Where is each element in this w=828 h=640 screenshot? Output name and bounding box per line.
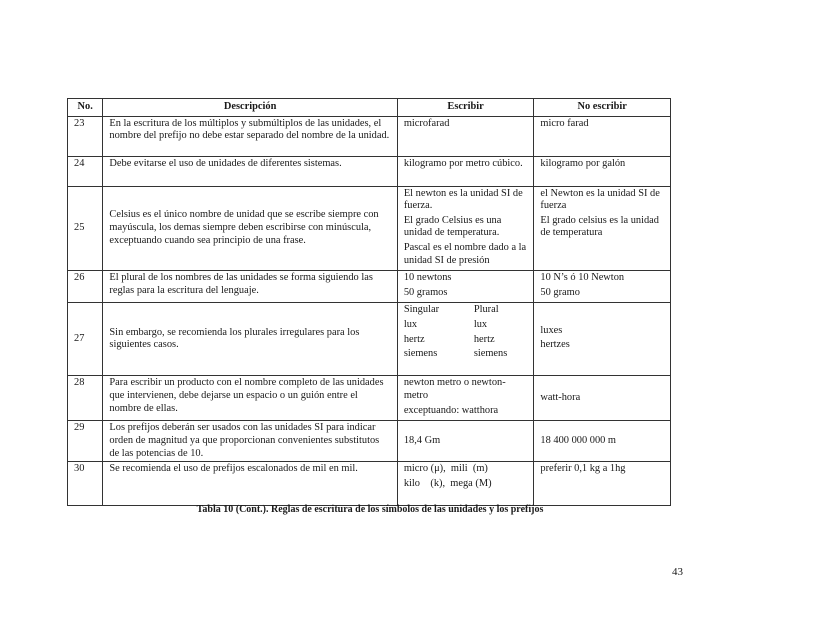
table-row [68, 116, 671, 156]
rules-table [67, 98, 671, 506]
no-write-line: luxes [540, 324, 563, 336]
row-number: 29 [68, 421, 103, 462]
row-description: Se recomienda el uso de prefijos escalonados de mil en mil. [103, 462, 397, 506]
write-line: 50 gramos [403, 286, 448, 298]
write-line: El grado Celsius es una unidad de temperatura. [403, 214, 502, 239]
row-write [397, 462, 534, 506]
row-no-write [534, 186, 671, 271]
row-number: 30 [68, 462, 103, 506]
row-no-write: 18 400 000 000 m [534, 421, 671, 462]
table-row [68, 376, 671, 421]
write-line: El newton es la unidad SI de fuerza. [403, 187, 523, 212]
row-description: Los prefijos deberán ser usados con las unidades SI para indicar orden de magnitud ya que proporcionan convenientes substitutos de las potencias de 10. [103, 421, 397, 462]
row-write [397, 271, 534, 303]
row-write: kilogramo por metro cúbico. [397, 156, 534, 186]
row-description: Debe evitarse el uso de unidades de diferentes sistemas. [103, 156, 397, 186]
header-escribir: Escribir [397, 99, 534, 117]
table-row [68, 421, 671, 462]
row-write [397, 186, 534, 271]
row-description: Sin embargo, se recomienda los plurales irregulares para los siguientes casos. [103, 303, 397, 376]
row-write: 18,4 Gm [397, 421, 534, 462]
table-row [68, 271, 671, 303]
row-no-write: kilogramo por galón [534, 156, 671, 186]
no-write-line: el Newton es la unidad SI de fuerza [540, 187, 660, 212]
no-write-line: 50 gramo [540, 286, 580, 298]
row-no-write: watt-hora [534, 376, 671, 421]
row-no-write [534, 303, 671, 376]
row-no-write [534, 271, 671, 303]
plural-pair: siemens siemens [403, 348, 508, 360]
write-line: 10 newtons [403, 272, 452, 284]
row-no-write: micro farad [534, 116, 671, 156]
page-number: 43 [672, 566, 683, 578]
row-write [397, 303, 534, 376]
no-write-line: 10 N’s ó 10 Newton [540, 272, 625, 284]
row-number: 25 [68, 186, 103, 271]
row-number: 24 [68, 156, 103, 186]
row-number: 23 [68, 116, 103, 156]
row-description: En la escritura de los múltiplos y submúltiplos de las unidades, el nombre del prefijo no debe estar separado del nombre de la unidad. [103, 116, 397, 156]
write-line: exceptuando: watthora [403, 404, 499, 416]
row-number: 26 [68, 271, 103, 303]
write-line: micro (μ), mili (m) [403, 463, 488, 475]
row-description: El plural de los nombres de las unidades se forma siguiendo las reglas para la escritura del lenguaje. [103, 271, 397, 303]
table-row [68, 156, 671, 186]
header-no-escribir: No escribir [534, 99, 671, 117]
row-description: Para escribir un producto con el nombre completo de las unidades que intervienen, debe dejarse un espacio o un guión entre el nombre de ellas. [103, 376, 397, 421]
write-line: newton metro o newton-metro [403, 377, 506, 401]
plural-pair: lux lux [403, 318, 488, 330]
table-caption: Tabla 10 (Cont.). Reglas de escritura de los símbolos de las unidades y los prefijos [196, 504, 544, 515]
no-write-line: hertzes [540, 339, 570, 351]
table-row [68, 303, 671, 376]
no-write-line: El grado celsius es la unidad de temperatura [540, 214, 659, 239]
row-write: microfarad [397, 116, 534, 156]
write-line: kilo (k), mega (M) [403, 477, 492, 489]
row-description: Celsius es el único nombre de unidad que se escribe siempre con mayúscula, los demas siempre deben escribirse con minúscula, exceptuando cuando sea principio de una frase. [103, 186, 397, 271]
row-write [397, 376, 534, 421]
plural-pair: Singular Plural [403, 304, 499, 316]
table-row [68, 186, 671, 271]
header-descripcion: Descripción [103, 99, 397, 117]
row-number: 28 [68, 376, 103, 421]
header-no: No. [68, 99, 103, 117]
plural-pair: hertz hertz [403, 333, 495, 345]
row-number: 27 [68, 303, 103, 376]
table-header-row [68, 99, 671, 117]
row-no-write: preferir 0,1 kg a 1hg [534, 462, 671, 506]
write-line: Pascal es el nombre dado a la unidad SI de presión [403, 241, 527, 266]
table-row [68, 462, 671, 506]
